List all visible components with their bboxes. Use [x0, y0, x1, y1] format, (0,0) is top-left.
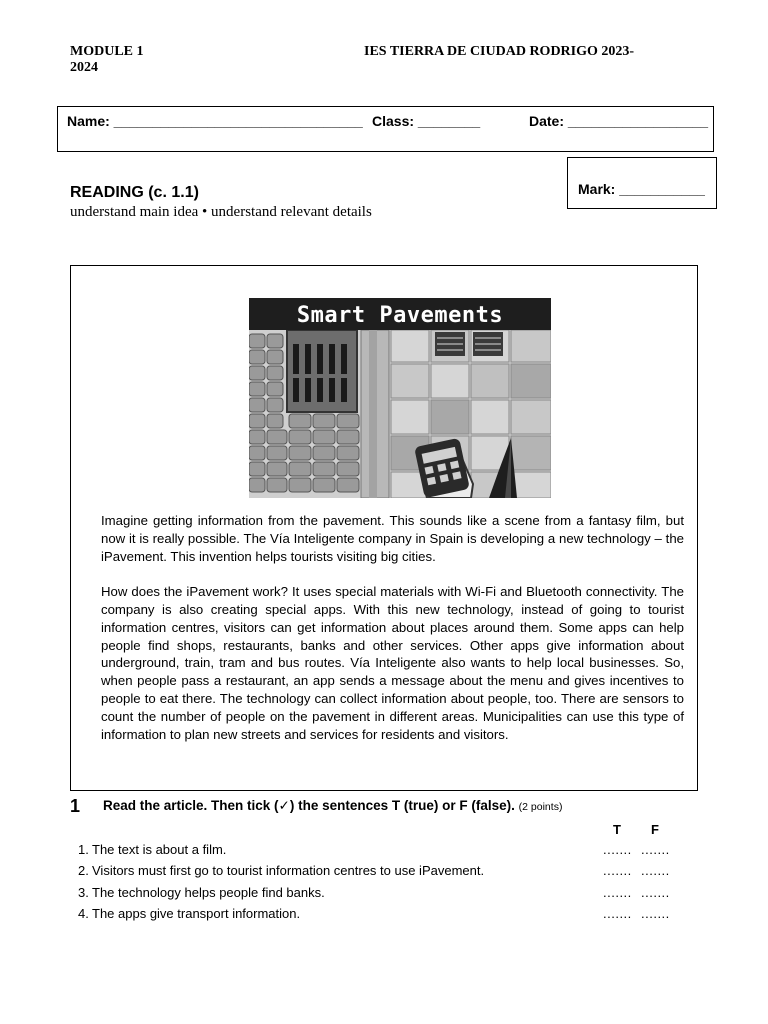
- instruction-text: Read the article. Then tick (✓) the sentences T (true) or F (false).: [103, 798, 515, 813]
- false-answer-blank[interactable]: .......: [641, 885, 670, 900]
- article-paragraph: How does the iPavement work? It uses special materials with Wi-Fi and Bluetooth connectivity. The company is also creating special apps. With this new technology, instead of going to tourist information centres, visitors can get information about places around them. Some apps can help people find shops, restaurants, banks and other services. Other apps give information about underground, train, tram and bus routes. Vía Inteligente also wants to help local businesses. So, when people pass a restaurant, an app sends a message about the menu and gives incentives to people to eat there. The technology can collect information about people, too. There are sensors to count the number of people on the pavement in different areas. Municipalities can use this type of information to plan new streets and services for residents and visitors.: [101, 584, 684, 742]
- question-text: The text is about a film.: [92, 842, 227, 857]
- true-answer-blank[interactable]: .......: [603, 842, 632, 857]
- false-answer-blank[interactable]: .......: [641, 863, 670, 878]
- question-row: [78, 885, 325, 900]
- question-text: The apps give transport information.: [92, 906, 301, 921]
- question-row: [78, 863, 484, 878]
- points-label: (2 points): [518, 801, 563, 813]
- column-false-header: F: [651, 822, 659, 837]
- question-row: [78, 906, 300, 921]
- question-number: 3.: [78, 885, 89, 900]
- false-answer-blank[interactable]: .......: [641, 906, 670, 921]
- module-label: MODULE 1: [70, 44, 144, 59]
- question-text: Visitors must first go to tourist information centres to use iPavement.: [92, 863, 485, 878]
- question-number: 1.: [78, 842, 89, 857]
- mark-field[interactable]: Mark: ___________: [578, 181, 705, 197]
- year-continuation: 2024: [70, 60, 98, 75]
- true-answer-blank[interactable]: .......: [603, 863, 632, 878]
- school-and-year: IES TIERRA DE CIUDAD RODRIGO 2023-: [364, 44, 635, 59]
- article-paragraph: Imagine getting information from the pavement. This sounds like a scene from a fantasy film, but now it is really possible. The Vía Inteligente company in Spain is developing a new technology – the iPavement. This invention helps tourists visiting big cities.: [101, 513, 684, 564]
- article-box: [70, 265, 698, 791]
- student-info-box: [57, 106, 714, 152]
- date-field[interactable]: Date: __________________: [529, 113, 709, 129]
- exercise-number: 1: [70, 796, 81, 816]
- question-text: The technology helps people find banks.: [92, 885, 325, 900]
- question-number: 2.: [78, 863, 89, 878]
- article-text: [101, 512, 684, 743]
- exercise-instruction: [103, 798, 562, 814]
- question-number: 4.: [78, 906, 89, 921]
- reading-title: READING (c. 1.1): [70, 184, 199, 201]
- mark-box: [567, 157, 717, 209]
- true-answer-blank[interactable]: .......: [603, 885, 632, 900]
- true-answer-blank[interactable]: .......: [603, 906, 632, 921]
- illustration-title: Smart Pavements: [296, 303, 504, 328]
- column-true-header: T: [613, 822, 621, 837]
- false-answer-blank[interactable]: .......: [641, 842, 670, 857]
- class-field[interactable]: Class: ________: [372, 113, 481, 129]
- smart-pavements-illustration: [249, 298, 551, 498]
- reading-subtitle: understand main idea • understand relevant details: [70, 204, 372, 220]
- question-row: [78, 842, 226, 857]
- name-field[interactable]: Name: ________________________________: [67, 113, 363, 129]
